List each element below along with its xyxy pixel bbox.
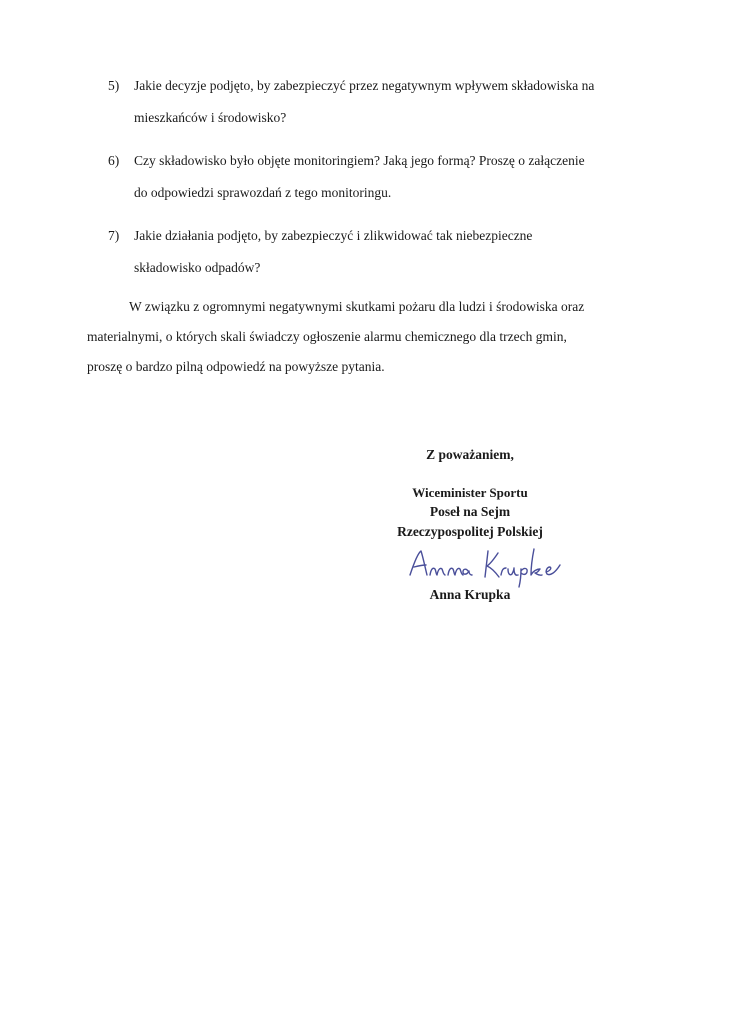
greeting: Z poważaniem, <box>426 447 514 462</box>
question-line: Czy składowisko było objęte monitoringiem? Jaką jego formą? Proszę o załączenie <box>134 153 585 168</box>
question-line: mieszkańców i środowisko? <box>134 110 287 125</box>
question-line: składowisko odpadów? <box>134 260 261 275</box>
question-number: 6) <box>108 153 120 168</box>
signer-title: Poseł na Sejm <box>429 504 511 519</box>
question-number: 7) <box>108 228 120 243</box>
question-line: Jakie decyzje podjęto, by zabezpieczyć przez negatywnym wpływem składowiska na <box>134 78 595 93</box>
signer-title: Rzeczypospolitej Polskiej <box>397 524 543 539</box>
signer-name: Anna Krupka <box>429 587 511 602</box>
paragraph-line: materialnymi, o których skali świadczy ogłoszenie alarmu chemicznego dla trzech gmin, <box>87 329 567 344</box>
signer-title: Wiceminister Sportu <box>412 485 528 500</box>
question-line: do odpowiedzi sprawozdań z tego monitoringu. <box>134 185 392 200</box>
question-line: Jakie działania podjęto, by zabezpieczyć i zlikwidować tak niebezpieczne <box>134 228 533 243</box>
signature-block <box>330 0 610 1024</box>
handwritten-signature <box>400 545 580 590</box>
paragraph-line: W związku z ogromnymi negatywnymi skutkami pożaru dla ludzi i środowiska oraz <box>129 299 585 314</box>
question-number: 5) <box>108 78 120 93</box>
paragraph-line: proszę o bardzo pilną odpowiedź na powyższe pytania. <box>87 359 385 374</box>
